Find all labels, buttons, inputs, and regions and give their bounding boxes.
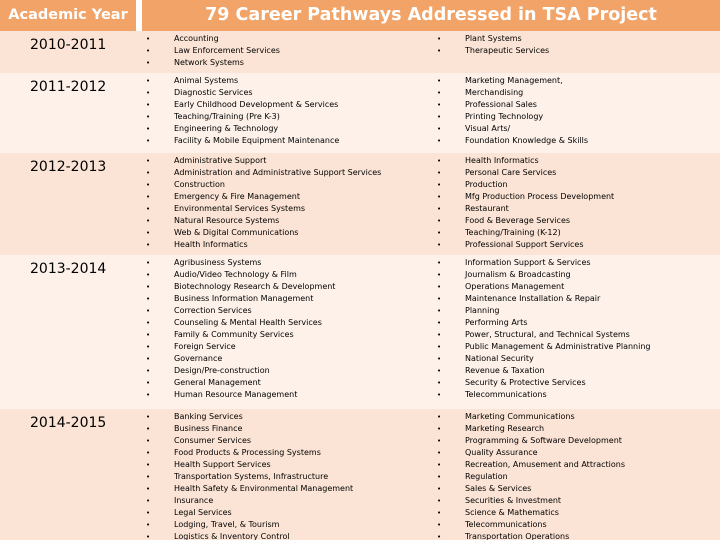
pathway-list-1 — [140, 411, 430, 540]
pathway-name: National Security — [465, 354, 534, 363]
pathway-name: Regulation — [465, 472, 508, 481]
bullet-icon: • — [146, 271, 151, 279]
pathway-name: Securities & Investment — [465, 496, 562, 505]
list-item — [140, 123, 430, 135]
pathway-name: Environmental Services Systems — [174, 204, 306, 213]
bullet-icon: • — [146, 205, 151, 213]
list-item — [140, 269, 430, 281]
bullet-icon: • — [437, 157, 442, 165]
pathway-name: Business Information Management — [174, 294, 314, 303]
list-item — [140, 389, 430, 401]
pathway-name: Merchandising — [465, 88, 524, 97]
list-item — [140, 257, 430, 269]
bullet-icon: • — [437, 485, 442, 493]
list-item — [140, 75, 430, 87]
bullet-icon: • — [146, 137, 151, 145]
bullet-icon: • — [146, 367, 151, 375]
list-item — [140, 293, 430, 305]
list-item — [140, 215, 430, 227]
pathway-name: Mfg Production Process Development — [465, 192, 615, 201]
bullet-icon: • — [437, 113, 442, 121]
list-item — [140, 377, 430, 389]
list-item — [140, 411, 430, 423]
pathway-name: Engineering & Technology — [174, 124, 279, 133]
list-item — [431, 435, 720, 447]
bullet-icon: • — [437, 101, 442, 109]
list-item — [431, 353, 720, 365]
pathway-name: General Management — [174, 378, 261, 387]
bullet-icon: • — [437, 533, 442, 540]
bullet-icon: • — [437, 473, 442, 481]
pathway-name: Programming & Software Development — [465, 436, 622, 445]
pathway-name: Transportation Operations — [465, 532, 570, 540]
bullet-icon: • — [437, 217, 442, 225]
pathway-name: Law Enforcement Services — [174, 46, 280, 55]
list-item — [431, 111, 720, 123]
pathway-name: Health Support Services — [174, 460, 271, 469]
academic-year-cell: 2010-2011 — [30, 37, 107, 53]
pathway-name: Power, Structural, and Technical Systems — [465, 330, 630, 339]
bullet-icon: • — [437, 205, 442, 213]
bullet-icon: • — [437, 437, 442, 445]
bullet-icon: • — [146, 295, 151, 303]
list-item — [140, 329, 430, 341]
bullet-icon: • — [146, 425, 151, 433]
pathway-name: Operations Management — [465, 282, 565, 291]
bullet-icon: • — [146, 509, 151, 517]
bullet-icon: • — [437, 137, 442, 145]
list-item — [140, 111, 430, 123]
bullet-icon: • — [437, 461, 442, 469]
bullet-icon: • — [146, 413, 151, 421]
pathway-name: Health Informatics — [174, 240, 248, 249]
list-item — [431, 329, 720, 341]
bullet-icon: • — [437, 521, 442, 529]
list-item — [431, 459, 720, 471]
bullet-icon: • — [146, 533, 151, 540]
pathway-list-1 — [140, 257, 430, 401]
pathway-name: Revenue & Taxation — [465, 366, 545, 375]
bullet-icon: • — [146, 461, 151, 469]
pathway-name: Food Products & Processing Systems — [174, 448, 321, 457]
pathway-name: Animal Systems — [174, 76, 239, 85]
list-item — [140, 227, 430, 239]
list-item — [431, 495, 720, 507]
bullet-icon: • — [437, 367, 442, 375]
list-item — [140, 45, 430, 57]
list-item — [431, 389, 720, 401]
list-item — [431, 365, 720, 377]
list-item — [140, 435, 430, 447]
bullet-icon: • — [146, 89, 151, 97]
pathway-name: Administrative Support — [174, 156, 267, 165]
pathway-name: Marketing Management, — [465, 76, 563, 85]
bullet-icon: • — [146, 497, 151, 505]
list-item — [140, 203, 430, 215]
list-item — [140, 305, 430, 317]
list-item — [140, 155, 430, 167]
list-item — [140, 179, 430, 191]
table-row — [0, 255, 720, 409]
bullet-icon: • — [146, 379, 151, 387]
list-item — [431, 155, 720, 167]
bullet-icon: • — [146, 449, 151, 457]
list-item — [140, 135, 430, 147]
pathway-name: Correction Services — [174, 306, 252, 315]
bullet-icon: • — [146, 331, 151, 339]
pathway-name: Sales & Services — [465, 484, 532, 493]
pathway-name: Agribusiness Systems — [174, 258, 262, 267]
list-item — [431, 75, 720, 87]
pathway-list-1 — [140, 33, 430, 69]
list-item — [431, 519, 720, 531]
list-item — [431, 135, 720, 147]
pathway-list-1 — [140, 75, 430, 147]
bullet-icon: • — [437, 425, 442, 433]
pathway-name: Security & Protective Services — [465, 378, 586, 387]
academic-year-cell: 2013-2014 — [30, 261, 107, 277]
pathway-list-2 — [431, 155, 720, 251]
pathway-name: Natural Resource Systems — [174, 216, 280, 225]
bullet-icon: • — [437, 509, 442, 517]
bullet-icon: • — [437, 77, 442, 85]
pathway-name: Food & Beverage Services — [465, 216, 571, 225]
bullet-icon: • — [437, 181, 442, 189]
bullet-icon: • — [146, 241, 151, 249]
pathway-name: Quality Assurance — [465, 448, 538, 457]
bullet-icon: • — [437, 35, 442, 43]
pathway-name: Construction — [174, 180, 225, 189]
list-item — [140, 191, 430, 203]
pathway-name: Human Resource Management — [174, 390, 298, 399]
pathway-name: Administration and Administrative Support Services — [174, 168, 382, 177]
list-item — [431, 203, 720, 215]
academic-year-header: Academic Year — [0, 0, 136, 31]
bullet-icon: • — [437, 125, 442, 133]
bullet-icon: • — [146, 391, 151, 399]
pathway-name: Printing Technology — [465, 112, 544, 121]
pathway-name: Therapeutic Services — [465, 46, 550, 55]
bullet-icon: • — [146, 59, 151, 67]
bullet-icon: • — [437, 169, 442, 177]
bullet-icon: • — [437, 89, 442, 97]
bullet-icon: • — [146, 283, 151, 291]
pathway-name: Diagnostic Services — [174, 88, 253, 97]
pathway-name: Performing Arts — [465, 318, 528, 327]
bullet-icon: • — [146, 77, 151, 85]
list-item — [140, 317, 430, 329]
bullet-icon: • — [437, 497, 442, 505]
list-item — [140, 99, 430, 111]
table-row — [0, 153, 720, 255]
pathway-name: Science & Mathematics — [465, 508, 559, 517]
pathway-name: Foundation Knowledge & Skills — [465, 136, 589, 145]
pathway-name: Health Safety & Environmental Management — [174, 484, 354, 493]
list-item — [431, 269, 720, 281]
list-item — [140, 495, 430, 507]
bullet-icon: • — [146, 101, 151, 109]
bullet-icon: • — [437, 295, 442, 303]
pathway-name: Maintenance Installation & Repair — [465, 294, 601, 303]
bullet-icon: • — [146, 113, 151, 121]
list-item — [431, 305, 720, 317]
pathway-name: Telecommunications — [465, 390, 547, 399]
list-item — [140, 459, 430, 471]
list-item — [431, 215, 720, 227]
list-item — [140, 519, 430, 531]
bullet-icon: • — [146, 355, 151, 363]
pathway-name: Planning — [465, 306, 500, 315]
list-item — [140, 33, 430, 45]
pathway-name: Web & Digital Communications — [174, 228, 299, 237]
pathway-name: Foreign Service — [174, 342, 236, 351]
bullet-icon: • — [146, 229, 151, 237]
list-item — [140, 483, 430, 495]
pathway-name: Biotechnology Research & Development — [174, 282, 336, 291]
pathway-name: Family & Community Services — [174, 330, 294, 339]
bullet-icon: • — [437, 229, 442, 237]
pathway-name: Emergency & Fire Management — [174, 192, 300, 201]
table-row — [0, 409, 720, 540]
list-item — [431, 257, 720, 269]
list-item — [431, 227, 720, 239]
academic-year-cell: 2012-2013 — [30, 159, 107, 175]
bullet-icon: • — [437, 283, 442, 291]
pathway-name: Marketing Communications — [465, 412, 575, 421]
pathway-name: Transportation Systems, Infrastructure — [174, 472, 329, 481]
bullet-icon: • — [437, 355, 442, 363]
bullet-icon: • — [146, 35, 151, 43]
list-item — [431, 471, 720, 483]
bullet-icon: • — [146, 521, 151, 529]
list-item — [431, 33, 720, 45]
list-item — [140, 507, 430, 519]
pathway-name: Personal Care Services — [465, 168, 557, 177]
bullet-icon: • — [146, 217, 151, 225]
pathway-name: Logistics & Inventory Control — [174, 532, 290, 540]
pathway-name: Teaching/Training (K-12) — [465, 228, 561, 237]
bullet-icon: • — [437, 193, 442, 201]
bullet-icon: • — [146, 259, 151, 267]
academic-year-cell: 2011-2012 — [30, 79, 107, 95]
pathway-list-2 — [431, 33, 720, 57]
pathway-name: Business Finance — [174, 424, 243, 433]
pathway-name: Public Management & Administrative Planning — [465, 342, 651, 351]
list-item — [431, 281, 720, 293]
list-item — [431, 411, 720, 423]
bullet-icon: • — [437, 449, 442, 457]
bullet-icon: • — [146, 125, 151, 133]
pathway-name: Telecommunications — [465, 520, 547, 529]
list-item — [431, 45, 720, 57]
bullet-icon: • — [437, 259, 442, 267]
pathway-name: Network Systems — [174, 58, 244, 67]
list-item — [140, 531, 430, 540]
list-item — [431, 483, 720, 495]
list-item — [431, 423, 720, 435]
pathway-name: Marketing Research — [465, 424, 545, 433]
pathway-name: Governance — [174, 354, 223, 363]
bullet-icon: • — [437, 241, 442, 249]
page-title: 79 Career Pathways Addressed in TSA Project — [142, 0, 720, 31]
pathway-name: Insurance — [174, 496, 214, 505]
bullet-icon: • — [437, 413, 442, 421]
list-item — [431, 531, 720, 540]
list-item — [431, 447, 720, 459]
list-item — [431, 341, 720, 353]
list-item — [140, 423, 430, 435]
list-item — [431, 99, 720, 111]
pathway-name: Production — [465, 180, 508, 189]
list-item — [431, 179, 720, 191]
bullet-icon: • — [146, 437, 151, 445]
bullet-icon: • — [146, 181, 151, 189]
pathway-name: Professional Support Services — [465, 240, 584, 249]
pathway-list-2 — [431, 75, 720, 147]
list-item — [140, 471, 430, 483]
pathway-name: Visual Arts/ — [465, 124, 511, 133]
bullet-icon: • — [146, 485, 151, 493]
bullet-icon: • — [437, 391, 442, 399]
bullet-icon: • — [146, 47, 151, 55]
list-item — [431, 239, 720, 251]
table-row — [0, 73, 720, 153]
pathway-name: Accounting — [174, 34, 219, 43]
pathway-name: Teaching/Training (Pre K-3) — [174, 112, 280, 121]
list-item — [140, 87, 430, 99]
list-item — [140, 167, 430, 179]
list-item — [431, 87, 720, 99]
bullet-icon: • — [146, 319, 151, 327]
pathway-name: Information Support & Services — [465, 258, 591, 267]
list-item — [140, 365, 430, 377]
pathway-name: Restaurant — [465, 204, 509, 213]
bullet-icon: • — [146, 169, 151, 177]
bullet-icon: • — [437, 47, 442, 55]
pathway-name: Design/Pre-construction — [174, 366, 270, 375]
table-header — [0, 0, 720, 31]
pathway-name: Early Childhood Development & Services — [174, 100, 339, 109]
bullet-icon: • — [437, 307, 442, 315]
pathway-name: Consumer Services — [174, 436, 252, 445]
bullet-icon: • — [437, 319, 442, 327]
pathway-list-2 — [431, 411, 720, 540]
list-item — [431, 377, 720, 389]
list-item — [431, 507, 720, 519]
list-item — [140, 341, 430, 353]
list-item — [431, 317, 720, 329]
pathway-name: Legal Services — [174, 508, 232, 517]
pathway-name: Professional Sales — [465, 100, 537, 109]
list-item — [140, 239, 430, 251]
list-item — [140, 281, 430, 293]
bullet-icon: • — [437, 343, 442, 351]
bullet-icon: • — [146, 343, 151, 351]
list-item — [140, 447, 430, 459]
list-item — [140, 353, 430, 365]
pathway-name: Banking Services — [174, 412, 243, 421]
bullet-icon: • — [437, 331, 442, 339]
pathway-list-2 — [431, 257, 720, 401]
table-row — [0, 31, 720, 73]
academic-year-cell: 2014-2015 — [30, 415, 107, 431]
pathway-name: Recreation, Amusement and Attractions — [465, 460, 626, 469]
bullet-icon: • — [146, 473, 151, 481]
pathway-name: Facility & Mobile Equipment Maintenance — [174, 136, 340, 145]
list-item — [140, 57, 430, 69]
bullet-icon: • — [146, 307, 151, 315]
bullet-icon: • — [146, 193, 151, 201]
pathway-name: Plant Systems — [465, 34, 522, 43]
pathway-name: Journalism & Broadcasting — [465, 270, 571, 279]
pathway-name: Health Informatics — [465, 156, 539, 165]
pathway-name: Counseling & Mental Health Services — [174, 318, 322, 327]
list-item — [431, 167, 720, 179]
pathway-name: Lodging, Travel, & Tourism — [174, 520, 280, 529]
pathway-name: Audio/Video Technology & Film — [174, 270, 297, 279]
list-item — [431, 191, 720, 203]
list-item — [431, 123, 720, 135]
bullet-icon: • — [437, 379, 442, 387]
bullet-icon: • — [437, 271, 442, 279]
pathway-list-1 — [140, 155, 430, 251]
list-item — [431, 293, 720, 305]
bullet-icon: • — [146, 157, 151, 165]
